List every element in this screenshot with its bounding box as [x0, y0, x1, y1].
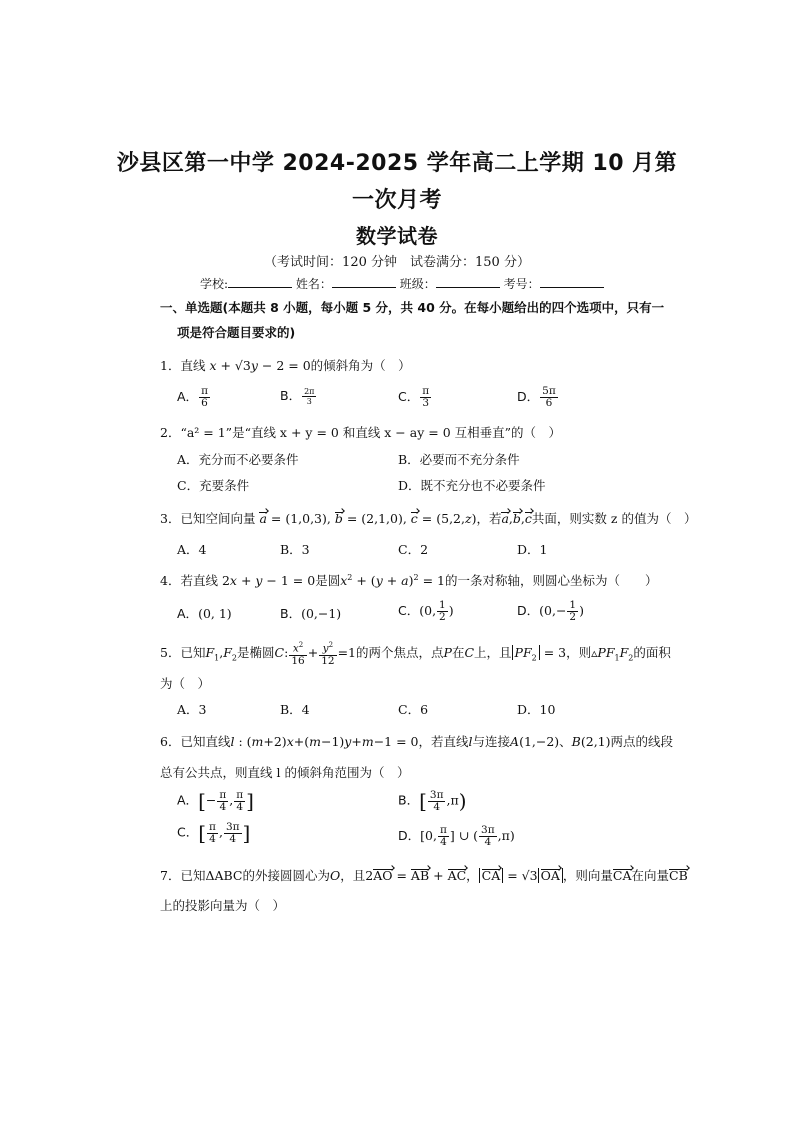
class-label: 班级： [399, 277, 436, 291]
q5-option-a[interactable]: A．3 [177, 702, 207, 717]
q2-option-a[interactable]: A．充分而不必要条件 [177, 452, 299, 467]
q3-option-c[interactable]: C．2 [398, 542, 429, 557]
q1-option-a[interactable]: A． $\frac{\pi}{6}$ [177, 385, 208, 409]
q4-circle-equation: $x^2 + (y + a)^2 = 1$ [340, 572, 445, 588]
q4-option-a[interactable]: A．(0, 1) [177, 606, 232, 621]
page-title-line2: 一次月考 [351, 188, 442, 213]
question-1: 1．直线 x + √3y − 2 = 0的倾斜角为（ ） [160, 358, 411, 373]
q3-vectors: a = (1,0,3), b = (2,1,0), c = (5,2,z) [259, 511, 477, 526]
q1-option-b[interactable]: B． $\frac{2\pi}{3}$ [280, 387, 315, 406]
question-7-line2: 上的投影向量为（ ） [160, 898, 286, 913]
name-field[interactable] [332, 277, 396, 288]
student-info-fields [200, 275, 604, 292]
question-5: 5．已知$F_1,F_2$是椭圆C: $\frac{x^2}{16}$ + $\frac{y^2}{12}$ =1的两个焦点，点P在C上，且 $PF_2 = 3$，则$▵PF_1F_2$的面积 [160, 641, 671, 667]
q2-option-d[interactable]: D．既不充分也不必要条件 [398, 478, 546, 493]
q6-line-equation: l : (m+2)x+(m−1)y+m−1 = 0 [230, 734, 419, 749]
section-heading-line1: 一、单选题(本题共 8 小题，每小题 5 分，共 40 分。在每小题给出的四个选项中，只有一 [160, 300, 665, 315]
q3-option-d[interactable]: D．1 [517, 542, 548, 557]
exam-no-field[interactable] [540, 277, 604, 288]
question-6-line2: 总有公共点，则直线 l 的倾斜角范围为（ ） [160, 765, 410, 780]
school-label: 学校: [200, 277, 229, 291]
question-6: 6．已知直线l : (m+2)x+(m−1)y+m−1 = 0，若直线l与连接A(1,−2)、B(2,1)两点的线段 [160, 734, 674, 749]
name-label: 姓名： [295, 277, 332, 291]
question-5-line2: 为（ ） [160, 676, 211, 691]
q3-option-a[interactable]: A．4 [177, 542, 207, 557]
exam-no-label: 考号： [503, 277, 540, 291]
page-title-line1: 沙县区第一中学 2024-2025 学年高二上学期 10 月第 [116, 151, 678, 176]
q6-option-a[interactable]: A．[− $\frac{\pi}{4}$ , $\frac{\pi}{4}$ ] [177, 788, 254, 813]
q6-option-b[interactable]: B．[ $\frac{3\pi}{4}$ ,π) [398, 788, 467, 813]
q3-vector-set: a,b,c [501, 511, 532, 526]
q7-vector-equation: 2AO = AB + AC [365, 868, 467, 883]
q7-magnitude-condition: CA = √3 OA [479, 868, 563, 883]
q5-option-d[interactable]: D．10 [517, 702, 556, 717]
q5-condition: $PF_2 = 3$ [512, 645, 567, 660]
q2-option-b[interactable]: B．必要而不充分条件 [398, 452, 520, 467]
exam-info: （考试时间：120 分钟 试卷满分：150 分） [264, 255, 530, 270]
question-3: 3．已知空间向量 a = (1,0,3), b = (2,1,0), c = (5,2,z)，若a,b,c共面，则实数 z 的值为（ ） [160, 511, 697, 526]
q5-ellipse-equation: C: $\frac{x^2}{16}$ + $\frac{y^2}{12}$ =1 [274, 641, 356, 667]
q5-triangle: $▵PF_1F_2$ [591, 644, 634, 663]
subject-title: 数学试卷 [356, 224, 438, 248]
q5-option-c[interactable]: C．6 [398, 702, 429, 717]
q1-equation: x + √3y − 2 = 0 [209, 358, 311, 373]
q5-option-b[interactable]: B．4 [280, 702, 310, 717]
question-2: 2．“a² = 1”是“直线 x + y = 0 和直线 x − ay = 0 互相垂直”的（ ） [160, 425, 562, 440]
question-7: 7．已知ΔABC的外接圆圆心为O，且2AO = AB + AC， CA = √3 OA ，则向量CA在向量CB [160, 868, 688, 883]
q6-option-d[interactable]: D．[0, $\frac{\pi}{4}$ ] ∪ ( $\frac{3\pi}{4}$ ,π) [398, 824, 515, 848]
q5-foci: $F_1,F_2$ [205, 644, 238, 663]
q2-option-c[interactable]: C．充要条件 [177, 478, 250, 493]
question-4: 4．若直线 2x + y − 1 = 0是圆$x^2 + (y + a)^2 = 1$的一条对称轴，则圆心坐标为（ ） [160, 572, 658, 588]
q1-option-c[interactable]: C． $\frac{\pi}{3}$ [398, 385, 430, 409]
section-heading-line2: 项是符合题目要求的) [177, 325, 296, 340]
q1-option-d[interactable]: D． $\frac{5\pi}{6}$ [517, 385, 556, 409]
q6-points: A(1,−2)、B(2,1) [510, 734, 611, 749]
q4-option-c[interactable]: C．(0, $\frac{1}{2}$ ) [398, 599, 454, 623]
q4-line-equation: 2x + y − 1 = 0 [221, 573, 316, 588]
q6-option-c[interactable]: C．[ $\frac{\pi}{4}$ , $\frac{3\pi}{4}$ ] [177, 820, 251, 845]
school-field[interactable] [228, 277, 292, 288]
q4-option-d[interactable]: D．(0,− $\frac{1}{2}$ ) [517, 599, 584, 623]
q3-option-b[interactable]: B．3 [280, 542, 310, 557]
class-field[interactable] [436, 277, 500, 288]
q4-option-b[interactable]: B．(0,−1) [280, 606, 342, 621]
